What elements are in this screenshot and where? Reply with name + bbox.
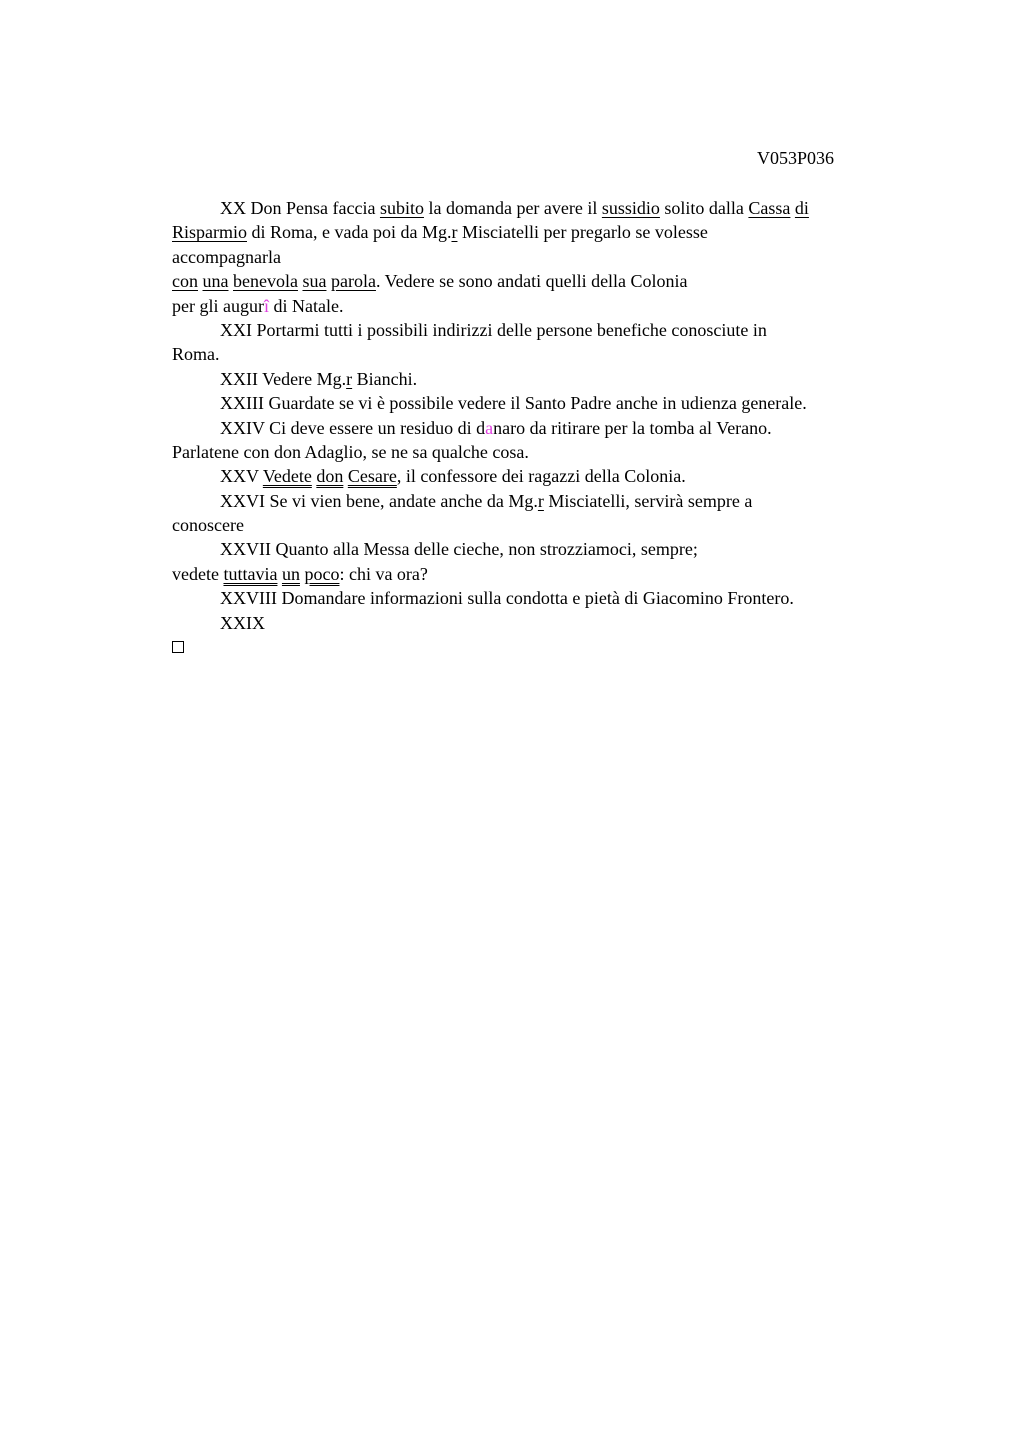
paragraph-line: XXIII Guardate se vi è possibile vedere il Santo Padre anche in udienza generale.: [220, 393, 807, 414]
highlighted-char: a: [485, 417, 494, 438]
paragraph-line: XXVI Se vi vien bene, andate anche da Mg.r Misciatelli, servirà sempre a: [220, 490, 753, 511]
end-marker: [172, 635, 912, 659]
underlined-word: sua: [302, 271, 327, 292]
paragraph-line: Roma.: [172, 344, 220, 365]
underlined-word: Risparmio: [172, 222, 247, 243]
checkbox-square-icon: [172, 641, 184, 653]
superscript-abbrev: r: [346, 368, 353, 389]
page-code: V053P036: [757, 148, 835, 168]
underlined-word: parola: [330, 271, 376, 292]
paragraph-line: con una benevola sua parola. Vedere se sono andati quelli della Colonia: [172, 271, 688, 292]
paragraph-line: XXIV Ci deve essere un residuo di danaro da ritirare per la tomba al Verano.: [220, 417, 772, 438]
double-underlined-word: un: [281, 563, 300, 584]
paragraph-line: Parlatene con don Adaglio, se ne sa qualche cosa.: [172, 441, 529, 462]
underlined-word: una: [202, 271, 229, 292]
paragraph-line: XXII Vedere Mg.r Bianchi.: [220, 368, 418, 389]
underlined-word: di: [794, 198, 809, 218]
paragraph-line: XXIX: [220, 612, 265, 633]
double-underlined-word: tuttavia: [223, 563, 278, 584]
underlined-word: sussidio: [601, 198, 660, 218]
double-underlined-word: Vedete: [262, 466, 312, 487]
double-underlined-word: poco: [304, 563, 340, 584]
paragraph-line: Risparmio di Roma, e vada poi da Mg.r Misciatelli per pregarlo se volesse: [172, 222, 708, 243]
superscript-abbrev: r: [451, 222, 458, 243]
paragraph-line: XXVIII Domandare informazioni sulla condotta e pietà di Giacomino Frontero.: [220, 588, 794, 609]
paragraph-line: XXVII Quanto alla Messa delle cieche, non strozziamoci, sempre;: [220, 539, 698, 560]
highlighted-char: î: [263, 295, 269, 316]
paragraph-line: conoscere: [172, 515, 244, 536]
underlined-word: benevola: [233, 271, 298, 292]
paragraph-line: vedete tuttavia un poco: chi va ora?: [172, 563, 428, 584]
underlined-word: Cassa: [748, 198, 791, 218]
paragraph-line: per gli augurî di Natale.: [172, 295, 344, 316]
document-body: [172, 196, 912, 659]
underlined-word: con: [172, 271, 198, 292]
paragraph-line: XXV Vedete don Cesare, il confessore dei ragazzi della Colonia.: [220, 466, 686, 487]
superscript-abbrev: r: [537, 490, 544, 511]
double-underlined-word: Cesare: [347, 466, 397, 487]
double-underlined-word: don: [316, 466, 344, 487]
paragraph-line: XX Don Pensa faccia subito la domanda per avere il sussidio solito dalla Cassa di: [220, 198, 809, 218]
underlined-word: subito: [379, 198, 424, 218]
paragraph-line: accompagnarla: [172, 246, 281, 267]
paragraph-line: XXI Portarmi tutti i possibili indirizzi delle persone benefiche conosciute in: [220, 319, 767, 340]
